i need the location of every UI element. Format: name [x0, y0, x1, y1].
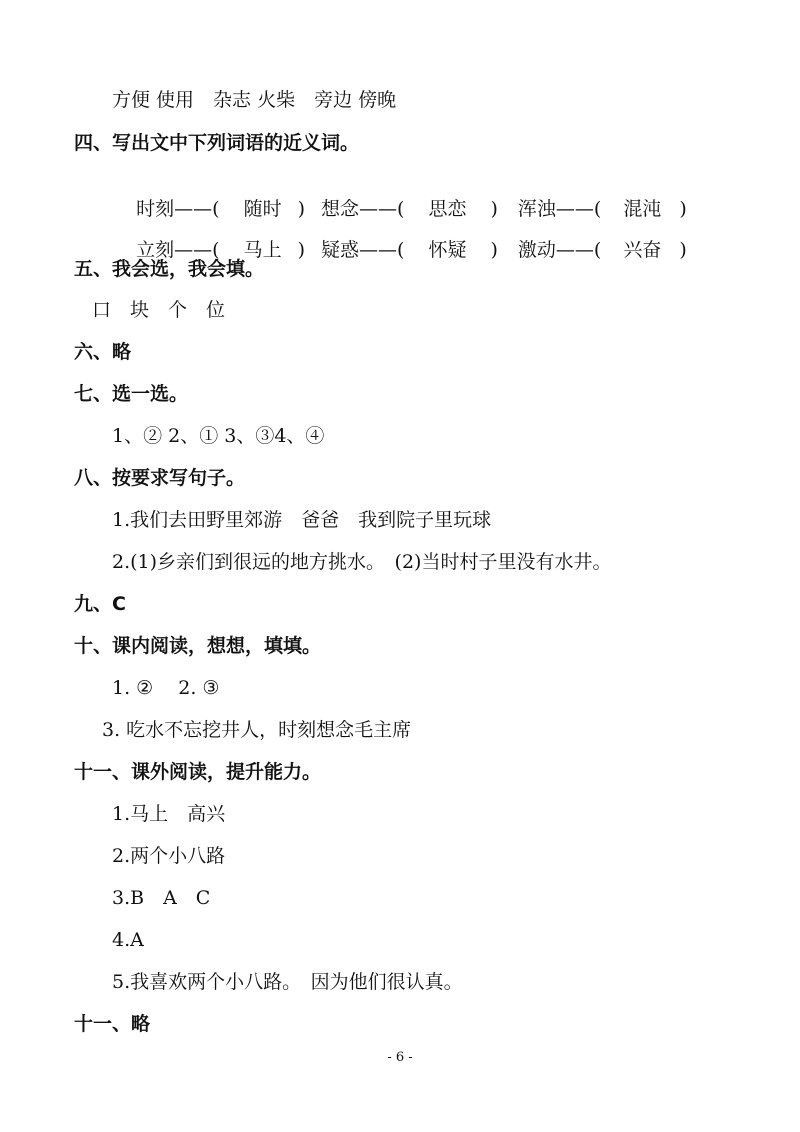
section-10-answer-3: 3. 吃水不忘挖井人，时刻想念毛主席: [102, 719, 412, 741]
page-number: - 6 -: [387, 1050, 413, 1065]
section-4-title: 四、写出文中下列词语的近义词。: [74, 132, 360, 154]
synonym-word: 想念——(: [321, 198, 405, 220]
section-8-answer-1: 1.我们去田野里郊游 爸爸 我到院子里玩球: [112, 509, 492, 531]
section-11-answer-4: 4.A: [112, 929, 144, 951]
section-7-title: 七、选一选。: [74, 383, 189, 405]
section-11-answer-1: 1.马上 高兴: [112, 803, 226, 825]
synonym-word: 浑浊——(: [517, 198, 602, 220]
synonym-answer: 随时: [243, 198, 282, 220]
synonym-word: 激动——(: [517, 239, 602, 261]
words-line: 方便 使用 杂志 火柴 旁边 傍晚: [112, 89, 397, 111]
section-5-title: 五、我会选，我会填。: [74, 258, 265, 280]
section-12-title: 十一、略: [74, 1013, 151, 1035]
section-11-answer-5: 5.我喜欢两个小八路。 因为他们很认真。: [112, 971, 463, 993]
section-8-answer-2: 2.(1)乡亲们到很远的地方挑水。 (2)当时村子里没有水井。: [112, 551, 612, 573]
synonym-close: ): [297, 198, 306, 220]
synonym-close: ): [490, 239, 498, 261]
section-9-title: 九、C: [74, 593, 126, 615]
section-5-answer: 口 块 个 位: [92, 299, 226, 321]
synonym-word: 疑惑——(: [321, 239, 405, 261]
section-10-answer-1: 1. ② 2. ③: [112, 677, 220, 699]
synonym-answer: 马上: [243, 239, 282, 261]
section-8-title: 八、按要求写句子。: [74, 467, 246, 489]
section-6-title: 六、略: [74, 341, 132, 363]
synonym-answer: 怀疑: [428, 239, 467, 261]
synonym-close: ): [490, 198, 498, 220]
section-11-answer-2: 2.两个小八路: [112, 845, 226, 867]
synonym-close: ): [679, 239, 687, 261]
section-11-answer-3: 3.B A C: [112, 887, 211, 909]
section-7-answer: 1、② 2、① 3、③4、④: [112, 425, 325, 447]
section-11-title: 十一、课外阅读，提升能力。: [74, 761, 322, 783]
synonym-close: ): [679, 198, 687, 220]
synonym-answer: 兴奋: [623, 239, 662, 261]
synonym-word: 时刻——(: [136, 198, 220, 220]
synonym-word: 立刻——(: [136, 239, 220, 261]
synonym-answer: 混沌: [623, 198, 662, 220]
synonym-answer: 思恋: [428, 198, 467, 220]
synonym-close: ): [297, 239, 306, 261]
section-10-title: 十、课内阅读，想想，填填。: [74, 635, 322, 657]
